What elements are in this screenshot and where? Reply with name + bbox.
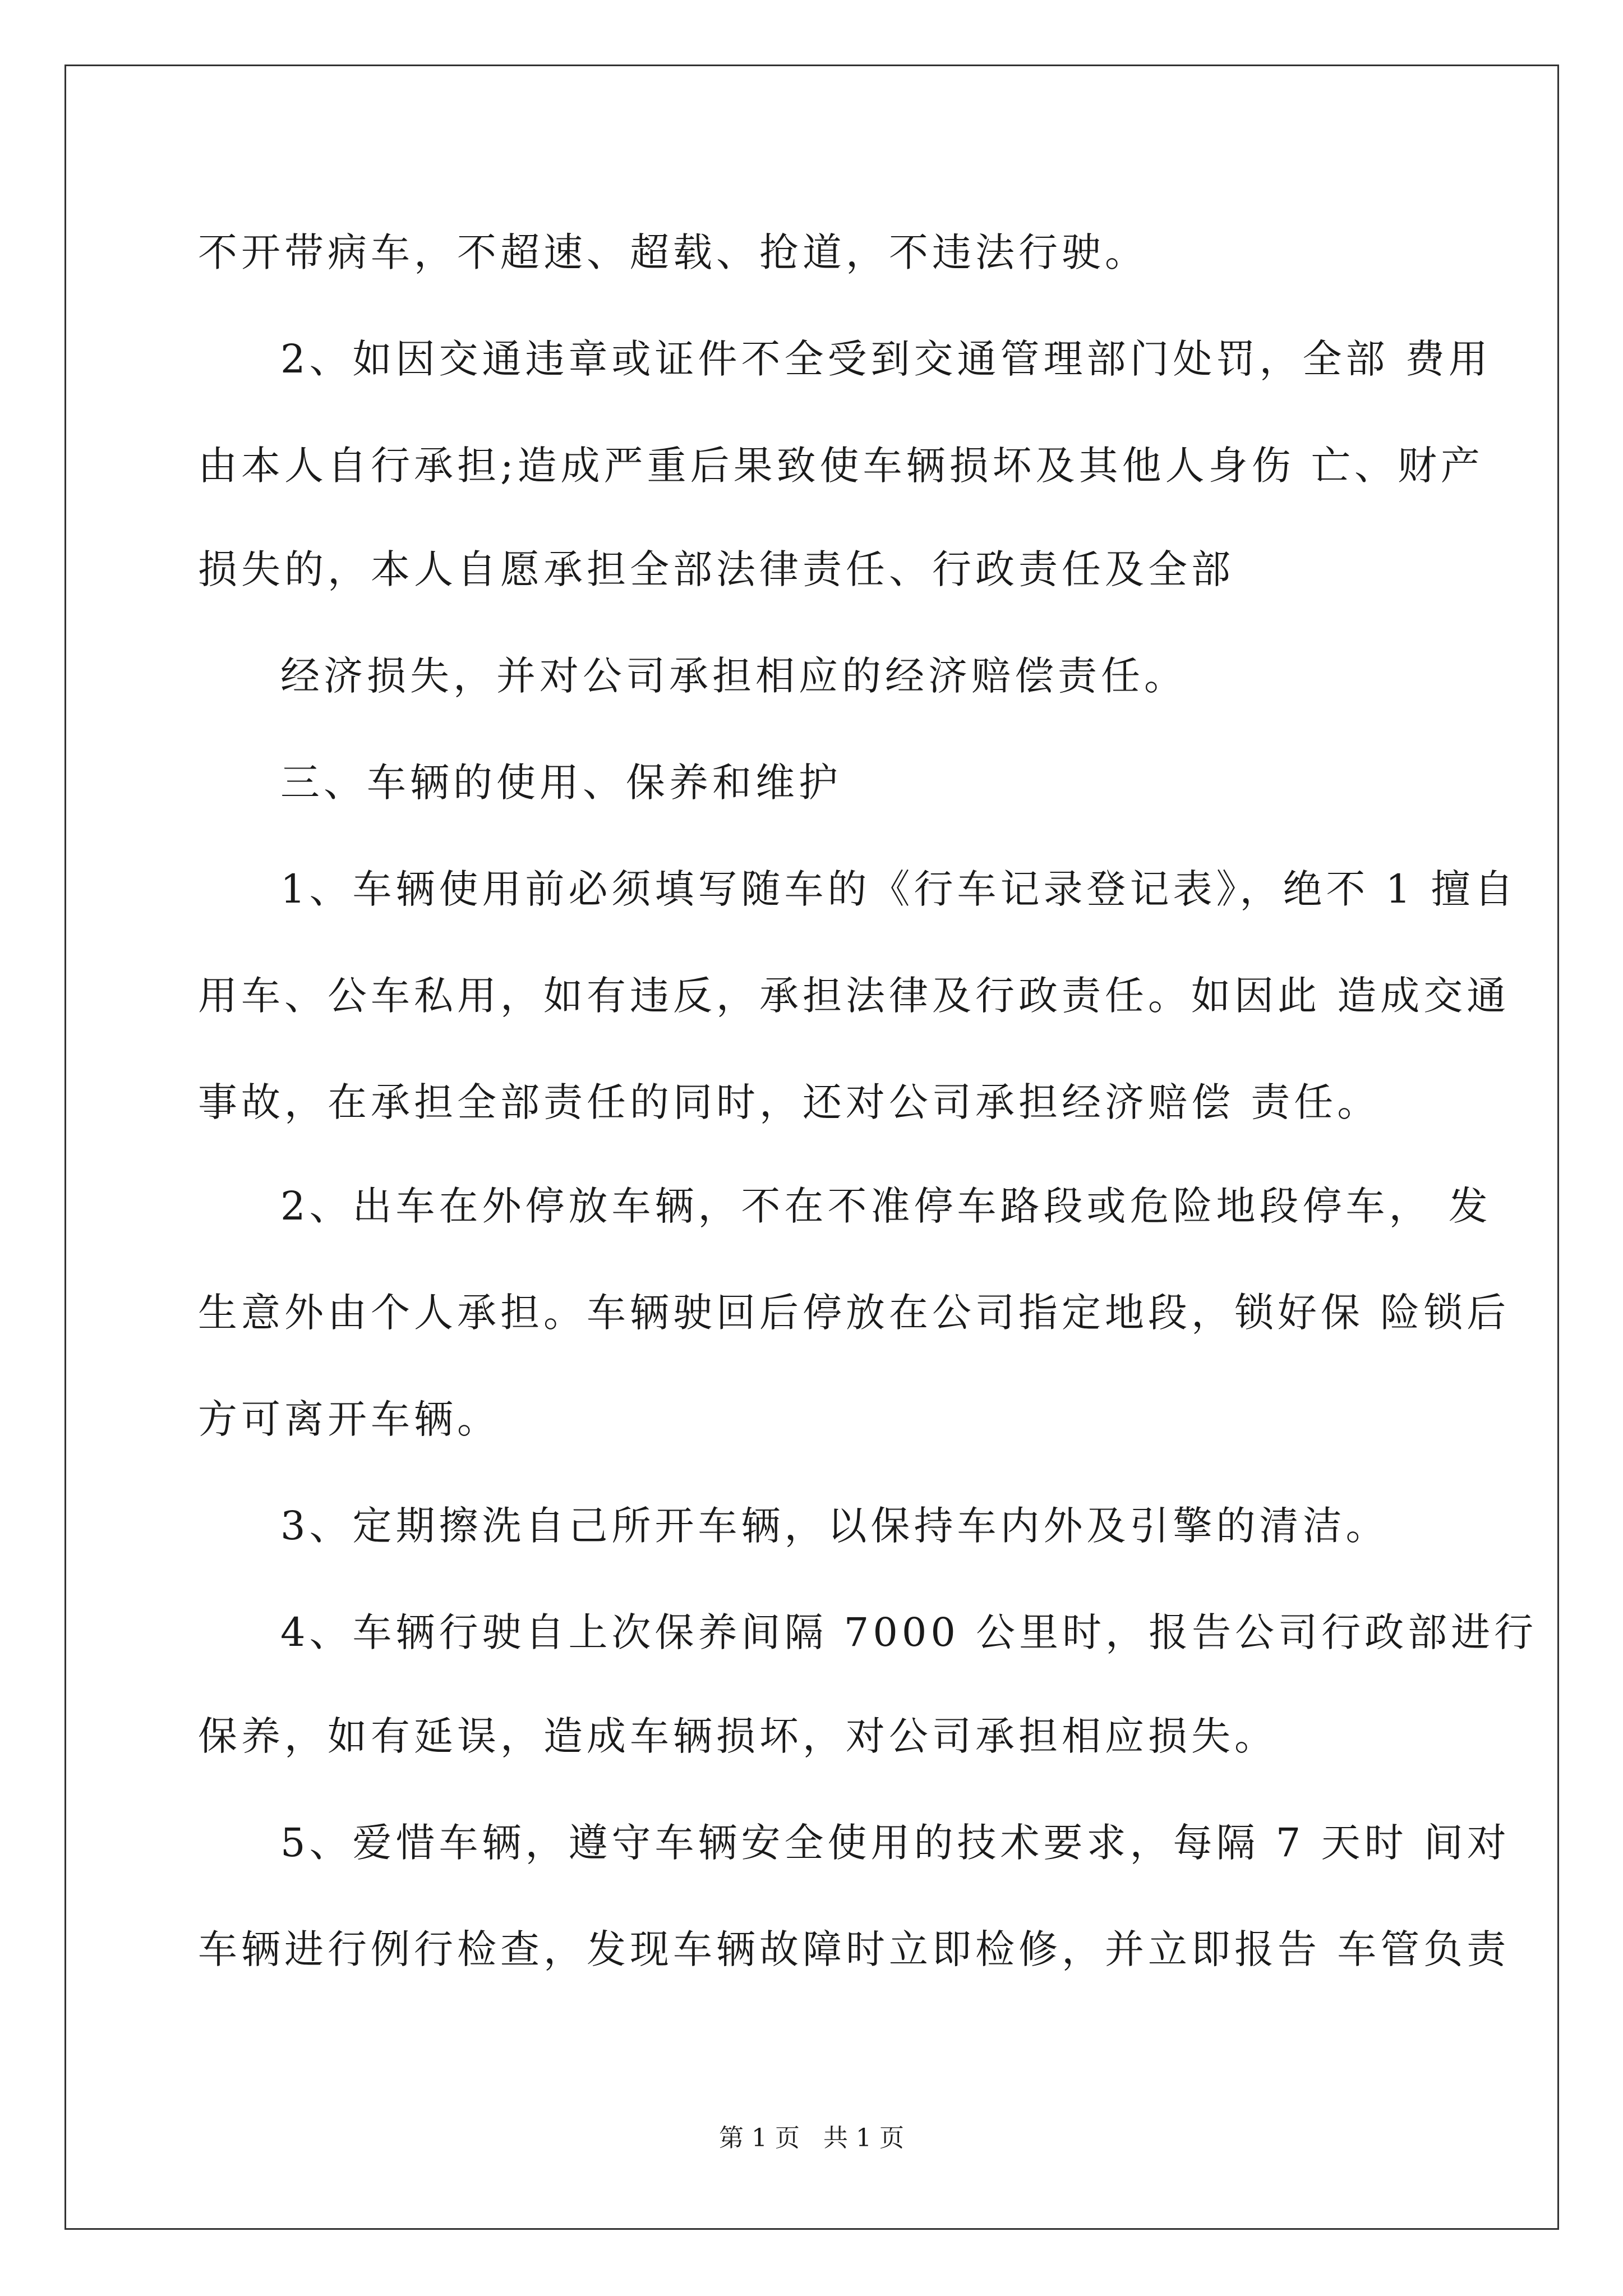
text-line: 经济损失，并对公司承担相应的经济赔偿责任。 <box>280 653 1187 699</box>
text-line: 1、车辆使用前必须填写随车的《行车记录登记表》，绝不 1 擅自 <box>280 866 1518 912</box>
text-line: 由本人自行承担;造成严重后果致使车辆损坏及其他人身伤 亡、财产 <box>198 443 1484 489</box>
page-footer <box>0 2118 1623 2154</box>
text-line: 车辆进行例行检查，发现车辆故障时立即检修，并立即报告 车管负责 <box>198 1926 1510 1972</box>
text-line: 生意外由个人承担。车辆驶回后停放在公司指定地段，锁好保 险锁后 <box>198 1290 1510 1336</box>
text-line: 3、定期擦洗自己所开车辆，以保持车内外及引擎的清洁。 <box>280 1503 1389 1549</box>
text-line: 不开带病车，不超速、超载、抢道，不违法行驶。 <box>198 229 1148 275</box>
text-line: 方可离开车辆。 <box>198 1396 500 1442</box>
text-line: 损失的，本人自愿承担全部法律责任、行政责任及全部 <box>198 546 1234 592</box>
text-line: 用车、公车私用，如有违反，承担法律及行政责任。如因此 造成交通 <box>198 973 1510 1019</box>
text-line: 2、出车在外停放车辆，不在不准停车路段或危险地段停车， 发 <box>280 1183 1492 1229</box>
page-total: 共 1 页 <box>823 2124 904 2152</box>
text-line: 事故，在承担全部责任的同时，还对公司承担经济赔偿 责任。 <box>198 1079 1381 1125</box>
text-line: 4、车辆行驶自上次保养间隔 7000 公里时，报告公司行政部进行 <box>280 1609 1538 1655</box>
text-line: 保养，如有延误，造成车辆损坏，对公司承担相应损失。 <box>198 1713 1278 1759</box>
page-border <box>64 65 1559 2230</box>
text-line: 2、如因交通违章或证件不全受到交通管理部门处罚，全部 费用 <box>280 336 1492 382</box>
text-line: 5、爱惜车辆，遵守车辆安全使用的技术要求，每隔 7 天时 间对 <box>280 1820 1510 1866</box>
section-heading: 三、车辆的使用、保养和维护 <box>280 760 842 806</box>
page-number: 第 1 页 <box>719 2124 800 2152</box>
